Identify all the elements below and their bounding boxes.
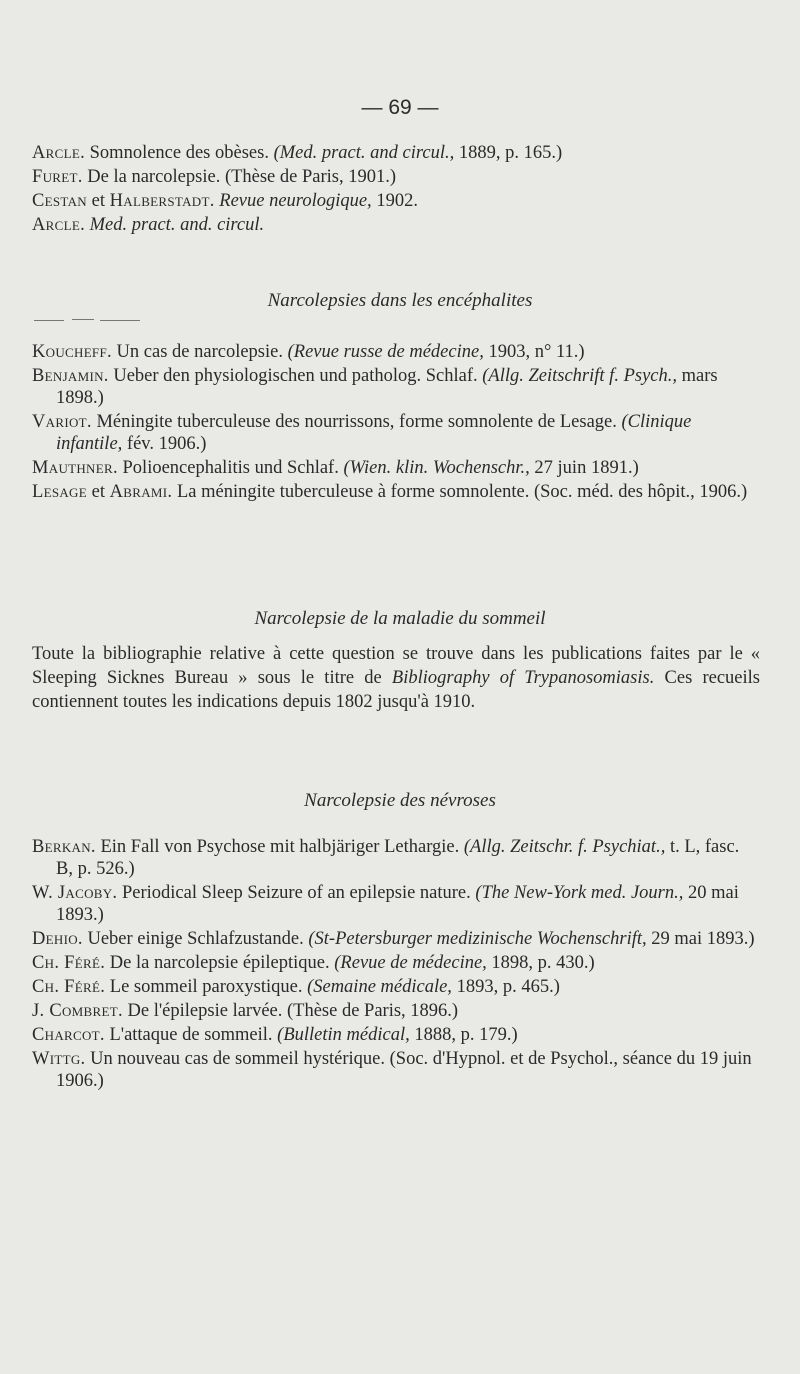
bibliography-entry [32, 836, 760, 880]
entry-author: Arcle. [32, 143, 86, 163]
bibliography-entry [32, 976, 760, 998]
entry-author: Furet. [32, 167, 83, 187]
paragraph-text-end: Ces recueils contiennent toutes les indications depuis 1802 jusqu'à 1910. [32, 668, 760, 712]
entry-text: De la narcolepsie épileptique. [105, 953, 335, 973]
bibliography-entry [32, 882, 760, 926]
bibliography-entry [32, 411, 760, 455]
entry-source: (Wien. klin. Wochenschr., [343, 458, 530, 478]
entry-tail: La méningite tuberculeuse à forme somnolente. (Soc. méd. des hôpit., 1906.) [172, 482, 748, 502]
bibliography-entry [32, 952, 760, 974]
bibliography-entry [32, 214, 760, 236]
entry-author: Mauthner. [32, 458, 118, 478]
entry-coauthor: Abrami. [109, 482, 173, 502]
section-heading: Narcolepsie des névroses [304, 790, 496, 811]
entry-text: Méningite tuberculeuse des nourrissons, forme somnolente de Lesage. [91, 412, 622, 432]
entry-tail: mars 1898.) [56, 366, 718, 408]
entry-tail: 1888, p. 179.) [409, 1025, 518, 1045]
bibliography-entry [32, 928, 760, 950]
entry-text: Ueber einige Schlafzustande. [82, 929, 309, 949]
entry-author: W. Jacoby. [32, 883, 118, 903]
entry-author: Variot. [32, 412, 92, 432]
entry-source: (Semaine médicale, [307, 977, 452, 997]
entry-text: Somnolence des obèses. [85, 143, 274, 163]
section-heading: Narcolepsies dans les encéphalites [267, 290, 533, 311]
bibliography-entry [32, 1000, 760, 1022]
entry-source: (The New-York med. Journ., [475, 883, 684, 903]
entry-author: Berkan. [32, 837, 96, 857]
section-encephalites [32, 341, 760, 505]
entry-source: (Allg. Zeitschr. f. Psychiat., [463, 837, 666, 857]
entry-source: (Revue de médecine, [334, 953, 487, 973]
entry-text: Polioencephalitis und Schlaf. [117, 458, 344, 478]
entry-author: Charcot. [32, 1025, 105, 1045]
bibliography-entry [32, 142, 760, 164]
entry-source: (Bulletin médical, [277, 1025, 410, 1045]
entry-source: Revue neurologique, [214, 191, 372, 211]
body-paragraph [32, 642, 760, 714]
entry-author: Benjamin. [32, 366, 109, 386]
entry-tail: 20 mai 1893.) [56, 883, 739, 925]
entry-tail: 1898, p. 430.) [486, 953, 595, 973]
entry-text: De l'épilepsie larvée. (Thèse de Paris, 1896.) [122, 1001, 459, 1021]
entry-author: Ch. Féré. [32, 953, 106, 973]
entry-text: et [87, 482, 110, 502]
entry-source: (Revue russe de médecine, [287, 342, 484, 362]
entry-text: Ueber den physiologischen und patholog. Schlaf. [108, 366, 483, 386]
entry-tail: fév. 1906.) [122, 434, 207, 454]
bibliography-entry [32, 341, 760, 363]
bibliography-entry [32, 166, 760, 188]
bibliography-entry [32, 481, 760, 503]
section-intro [32, 142, 760, 238]
section-nevroses [32, 836, 760, 1094]
entry-author: J. Combret. [32, 1001, 123, 1021]
entry-source: (Allg. Zeitschrift f. Psych., [482, 366, 677, 386]
paragraph-title: Bibliography of Trypanosomiasis. [391, 668, 655, 688]
page-number: — 69 — [361, 96, 439, 119]
entry-author: Cestan [32, 191, 87, 211]
entry-tail: 29 mai 1893.) [646, 929, 755, 949]
entry-tail: 1903, n° 11.) [483, 342, 585, 362]
entry-author: Lesage [32, 482, 87, 502]
entry-author: Arcle. [32, 215, 86, 235]
entry-source: Med. pract. and. circul. [89, 215, 265, 235]
entry-tail: 1893, p. 465.) [451, 977, 560, 997]
entry-author: Wittg. [32, 1049, 86, 1069]
entry-source: (St-Petersburger medizinische Wochenschrift, [308, 929, 647, 949]
entry-text: Un nouveau cas de sommeil hystérique. (Soc. d'Hypnol. et de Psychol., séance du 19 juin 1906.) [56, 1049, 752, 1091]
bibliography-entry [32, 1048, 760, 1092]
entry-text: Ein Fall von Psychose mit halbjäriger Lethargie. [95, 837, 464, 857]
entry-source: (Med. pract. and circul., [273, 143, 455, 163]
entry-author: Ch. Féré. [32, 977, 106, 997]
entry-tail: 1902. [371, 191, 418, 211]
entry-author: Koucheff. [32, 342, 112, 362]
bibliography-entry [32, 457, 760, 479]
entry-author: Dehio. [32, 929, 83, 949]
entry-text: Periodical Sleep Seizure of an epilepsie nature. [117, 883, 476, 903]
section-heading: Narcolepsie de la maladie du sommeil [254, 608, 546, 629]
entry-text: Le sommeil paroxystique. [105, 977, 308, 997]
bibliography-entry [32, 190, 760, 212]
entry-text: et [87, 191, 110, 211]
bibliography-entry [32, 365, 760, 409]
entry-text: De la narcolepsie. (Thèse de Paris, 1901.) [82, 167, 397, 187]
entry-source: (Clinique infantile, [56, 412, 692, 454]
ornament-rule [34, 319, 144, 322]
entry-tail: 1889, p. 165.) [454, 143, 563, 163]
entry-tail: 27 juin 1891.) [529, 458, 639, 478]
paragraph-text: Toute la bibliographie relative à cette question se trouve dans les publications faites par le « Sleeping Sicknes Bureau » sous le titre de [32, 644, 760, 688]
bibliography-entry [32, 1024, 760, 1046]
entry-tail: t. L, fasc. B, p. 526.) [56, 837, 740, 879]
entry-coauthor: Halberstadt. [109, 191, 215, 211]
entry-text: L'attaque de sommeil. [104, 1025, 278, 1045]
entry-text: Un cas de narcolepsie. [111, 342, 288, 362]
